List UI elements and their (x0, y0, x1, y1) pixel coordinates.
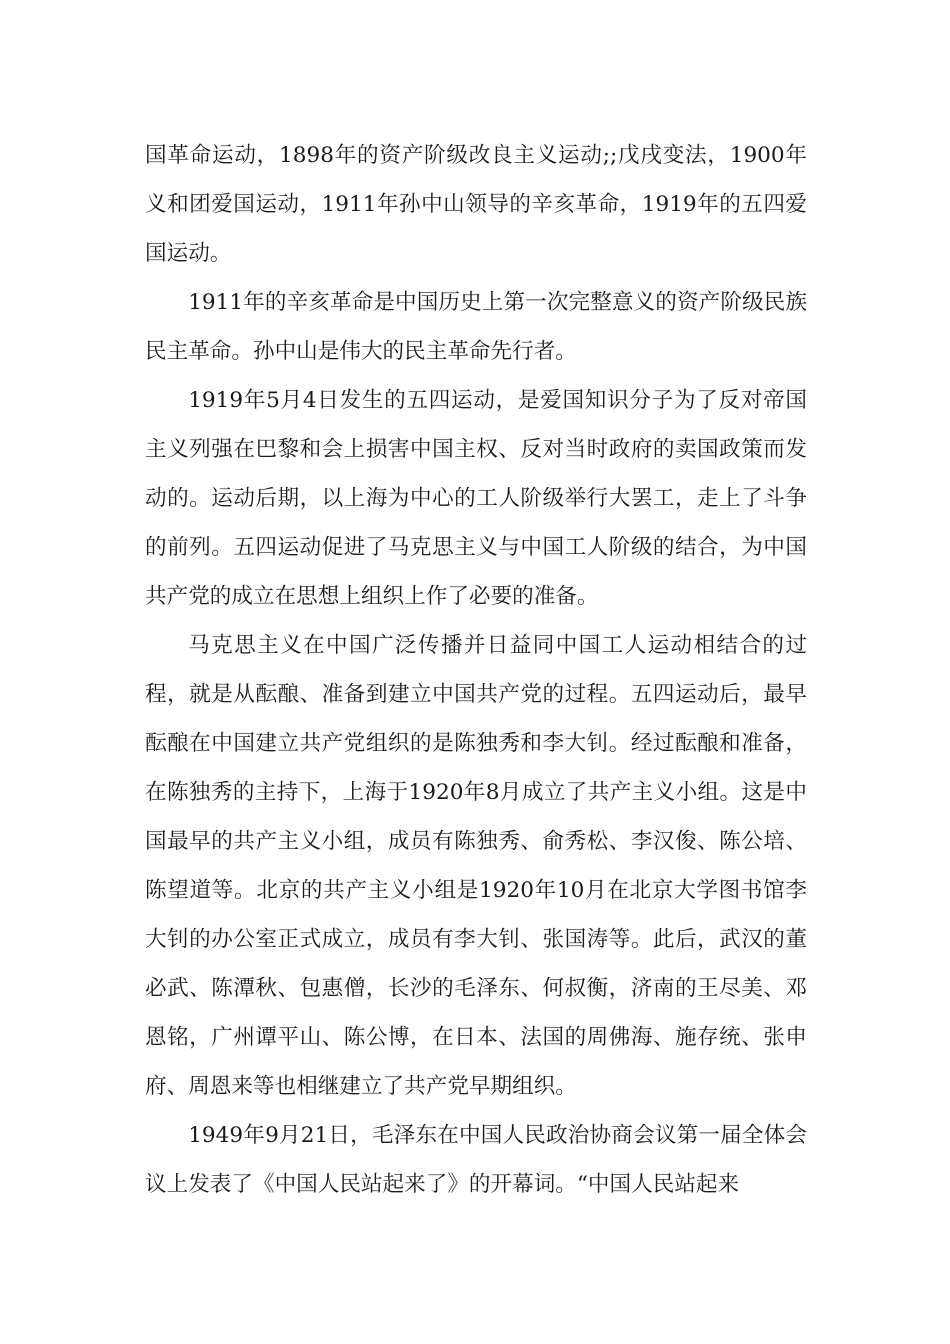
paragraph-communist-groups: 马克思主义在中国广泛传播并日益同中国工人运动相结合的过程，就是从酝酿、准备到建立中国共产党的过程。五四运动后，最早酝酿在中国建立共产党组织的是陈独秀和李大钊。经过酝酿和准备，在陈独秀的主持下，上海于1920年8月成立了共产主义小组。这是中国最早的共产主义小组，成员有陈独秀、俞秀松、李汉俊、陈公培、陈望道等。北京的共产主义小组是1920年10月在北京大学图书馆李大钊的办公室正式成立，成员有李大钊、张国涛等。此后，武汉的董必武、陈潭秋、包惠僧，长沙的毛泽东、何叔衡，济南的王尽美、邓恩铭，广州谭平山、陈公博，在日本、法国的周佛海、施存统、张申府、周恩来等也相继建立了共产党早期组织。 (145, 633, 807, 1099)
paragraph-xinhai-revolution: 1911年的辛亥革命是中国历史上第一次完整意义的资产阶级民族民主革命。孙中山是伟大的民主革命先行者。 (145, 290, 807, 364)
paragraph-revolution-list: 国革命运动，1898年的资产阶级改良主义运动;;戊戌变法，1900年义和团爱国运动，1911年孙中山领导的辛亥革命，1919年的五四爱国运动。 (145, 143, 807, 266)
paragraph-1949-speech: 1949年9月21日，毛泽东在中国人民政治协商会议第一届全体会议上发表了《中国人民站起来了》的开幕词。“中国人民站起来 (145, 1123, 807, 1197)
paragraph-may-fourth-movement: 1919年5月4日发生的五四运动，是爱国知识分子为了反对帝国主义列强在巴黎和会上损害中国主权、反对当时政府的卖国政策而发动的。运动后期，以上海为中心的工人阶级举行大罢工，走上了斗争的前列。五四运动促进了马克思主义与中国工人阶级的结合，为中国共产党的成立在思想上组织上作了必要的准备。 (145, 388, 807, 609)
document-body (145, 131, 807, 1209)
